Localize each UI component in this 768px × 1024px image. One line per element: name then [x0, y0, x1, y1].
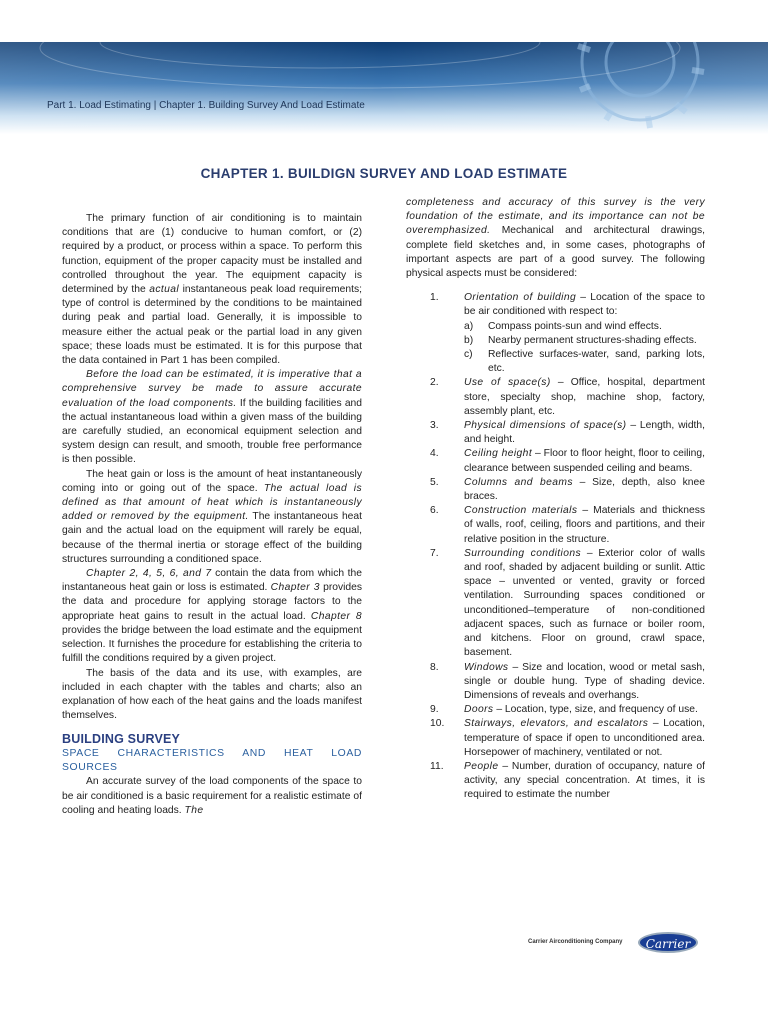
item-number: 9.	[430, 704, 439, 716]
sub-item-text: Nearby permanent structures-shading effects.	[488, 334, 697, 346]
item-term: Ceiling height	[464, 448, 533, 460]
item-number: 6.	[430, 505, 439, 517]
item-term: Physical dimensions of space(s)	[464, 420, 627, 432]
sub-item-letter: a)	[464, 320, 474, 332]
sub-item	[464, 320, 705, 334]
continued-paragraph: completeness and accuracy of this survey is the very foundation of the estimate, and its importance can not be overemphasized. Mechanical and architectural drawings, complete field sketches and, in some cases, photographs of important aspects are part of a good survey. The following physical aspects must be considered:	[406, 197, 705, 280]
item-term: Stairways, elevators, and escalators	[464, 718, 649, 730]
item-number: 8.	[430, 661, 439, 673]
aspect-item	[406, 717, 705, 760]
aspect-item	[406, 419, 705, 447]
aspect-item	[406, 376, 705, 419]
header-banner	[0, 42, 768, 134]
item-number: 4.	[430, 448, 439, 460]
intro-paragraph: The primary function of air conditioning is to maintain conditions that are (1) conducive to human comfort, or (2) required by a product, or process within a space. To perform this function, equipment of the proper capacity must be installed and controlled throughout the year. The equipment capacity is determined by the actual instantaneous peak load requirements; type of control is determined by the conditions to be maintained during peak and partial load. Generally, it is impossible to measure either the actual peak or the partial load in any given space; these loads must be estimated. It is for this purpose that the data contained in Part 1 has been compiled.	[62, 213, 362, 367]
physical-aspects-list	[406, 291, 705, 802]
footer-logo	[528, 932, 700, 954]
item-term: Surrounding conditions	[464, 547, 582, 559]
aspect-item	[406, 661, 705, 704]
sub-item	[464, 334, 705, 348]
basis-paragraph: The basis of the data and its use, with examples, are included in each chapter with the tables and charts; also an explanation of how each of the heat gains and the loads manifest themselves.	[62, 667, 362, 722]
chapters-paragraph: Chapter 2, 4, 5, 6, and 7 contain the data from which the instantaneous heat gain or loss is estimated. Chapter 3 provides the data and procedure for applying storage factors to the appropriate heat gains to result in the actual load. Chapter 8 provides the bridge between the load estimate and the equipment selection. It furnishes the procedure for establishing the criteria to fulfill the conditions required by a given project.	[62, 568, 363, 665]
section-heading: BUILDING SURVEY	[62, 732, 181, 747]
item-term: Columns and beams	[464, 476, 573, 488]
item-text: – Location, type, size, and frequency of use.	[493, 704, 698, 716]
carrier-logo: Carrier	[638, 932, 698, 953]
item-text: – Floor to floor height, floor to ceiling, clearance between suspended ceiling and beams.	[464, 448, 705, 474]
survey-paragraph: Before the load can be estimated, it is imperative that a comprehensive survey be made to assure accurate evaluation of the load components. If the building facilities and the actual instantaneous load within a given mass of the building are carefully studied, an economical equipment selection and system design can result, and smooth, trouble free performance is then possible.	[62, 369, 363, 466]
aspect-item	[406, 447, 705, 475]
sub-item-text: Compass points-sun and wind effects.	[488, 320, 662, 332]
item-term: People	[464, 760, 499, 772]
item-text: – Materials and thickness of walls, roof, ceiling, floors and partitions, and their relative position in the structure.	[464, 505, 705, 545]
aspect-item	[406, 504, 705, 547]
chapter-title: CHAPTER 1. BUILDIGN SURVEY AND LOAD ESTIMATE	[200, 166, 568, 181]
sub-item-letter: c)	[464, 349, 473, 361]
item-number: 11.	[430, 760, 444, 772]
aspect-item	[406, 547, 705, 661]
item-text: – Exterior color of walls and roof, shaded by adjacent building or sunlit. Attic space – unvented or vented, gravity or forced ventilation. Surrounding spaces conditioned or unconditioned–temperature of non-conditioned adjacent spaces, such as furnace or boiler room, and kitchens. Floor on ground, crawl space, basement.	[464, 547, 705, 659]
aspect-item	[406, 476, 705, 504]
item-text: – Size, depth, also knee braces.	[464, 476, 705, 503]
item-text: – Number, duration of occupancy, nature of activity, any special concentration. At times, it is required to estimate the number	[464, 760, 705, 801]
item-number: 3.	[430, 420, 439, 432]
left-column	[62, 212, 362, 818]
heat-gain-paragraph: The heat gain or loss is the amount of heat instantaneously coming into or going out of the space. The actual load is defined as that amount of heat which is instantaneously added or removed by the equipment. The instantaneous heat gain and the actual load on the equipment will rarely be equal, because of the thermal inertia or storage effect of the building structures surrounding a conditioned space.	[62, 468, 362, 565]
accurate-survey-paragraph: An accurate survey of the load components of the space to be air conditioned is a basic requirement for a realistic estimate of cooling and heating loads. The	[62, 776, 362, 816]
item-term: Windows	[464, 661, 509, 673]
item-term: Use of space(s)	[464, 377, 551, 389]
item-number: 10.	[430, 718, 445, 730]
item-text: – Length, width, and height.	[464, 420, 706, 446]
sub-item-text: Reflective surfaces-water, sand, parking lots, etc.	[488, 349, 705, 375]
item-text: – Office, hospital, department store, specialty shop, machine shop, factory, assembly plant, etc.	[464, 377, 705, 417]
running-head: Part 1. Load Estimating | Chapter 1. Building Survey And Load Estimate	[47, 100, 365, 111]
item-number: 7.	[430, 547, 439, 559]
item-term: Doors	[464, 704, 494, 716]
item-number: 2.	[430, 377, 439, 389]
aspect-item	[406, 703, 705, 717]
aspect-item	[406, 291, 705, 376]
item-number: 1.	[430, 292, 439, 304]
company-name: Carrier Airconditioning Company	[528, 939, 623, 945]
item-number: 5.	[430, 476, 439, 488]
item-text: – Location, temperature of space if open to unconditioned area. Horsepower of machinery, ventilated or not.	[464, 718, 705, 758]
sub-list	[464, 320, 705, 377]
item-term: Construction materials	[464, 505, 578, 517]
aspect-item	[406, 760, 705, 803]
sub-item-letter: b)	[464, 334, 474, 346]
item-text: – Size and location, wood or metal sash, single or double hung. Type of shading device. Dimensions of reveals and overhangs.	[464, 661, 705, 701]
banner-graphic	[0, 42, 768, 134]
sub-item	[464, 348, 705, 376]
right-column	[406, 196, 705, 803]
subsection-heading: SPACE CHARACTERISTICS AND HEAT LOAD SOURCES	[62, 748, 362, 774]
item-text: – Location of the space to be air conditioned with respect to:	[464, 292, 706, 318]
item-term: Orientation of building	[464, 292, 577, 304]
